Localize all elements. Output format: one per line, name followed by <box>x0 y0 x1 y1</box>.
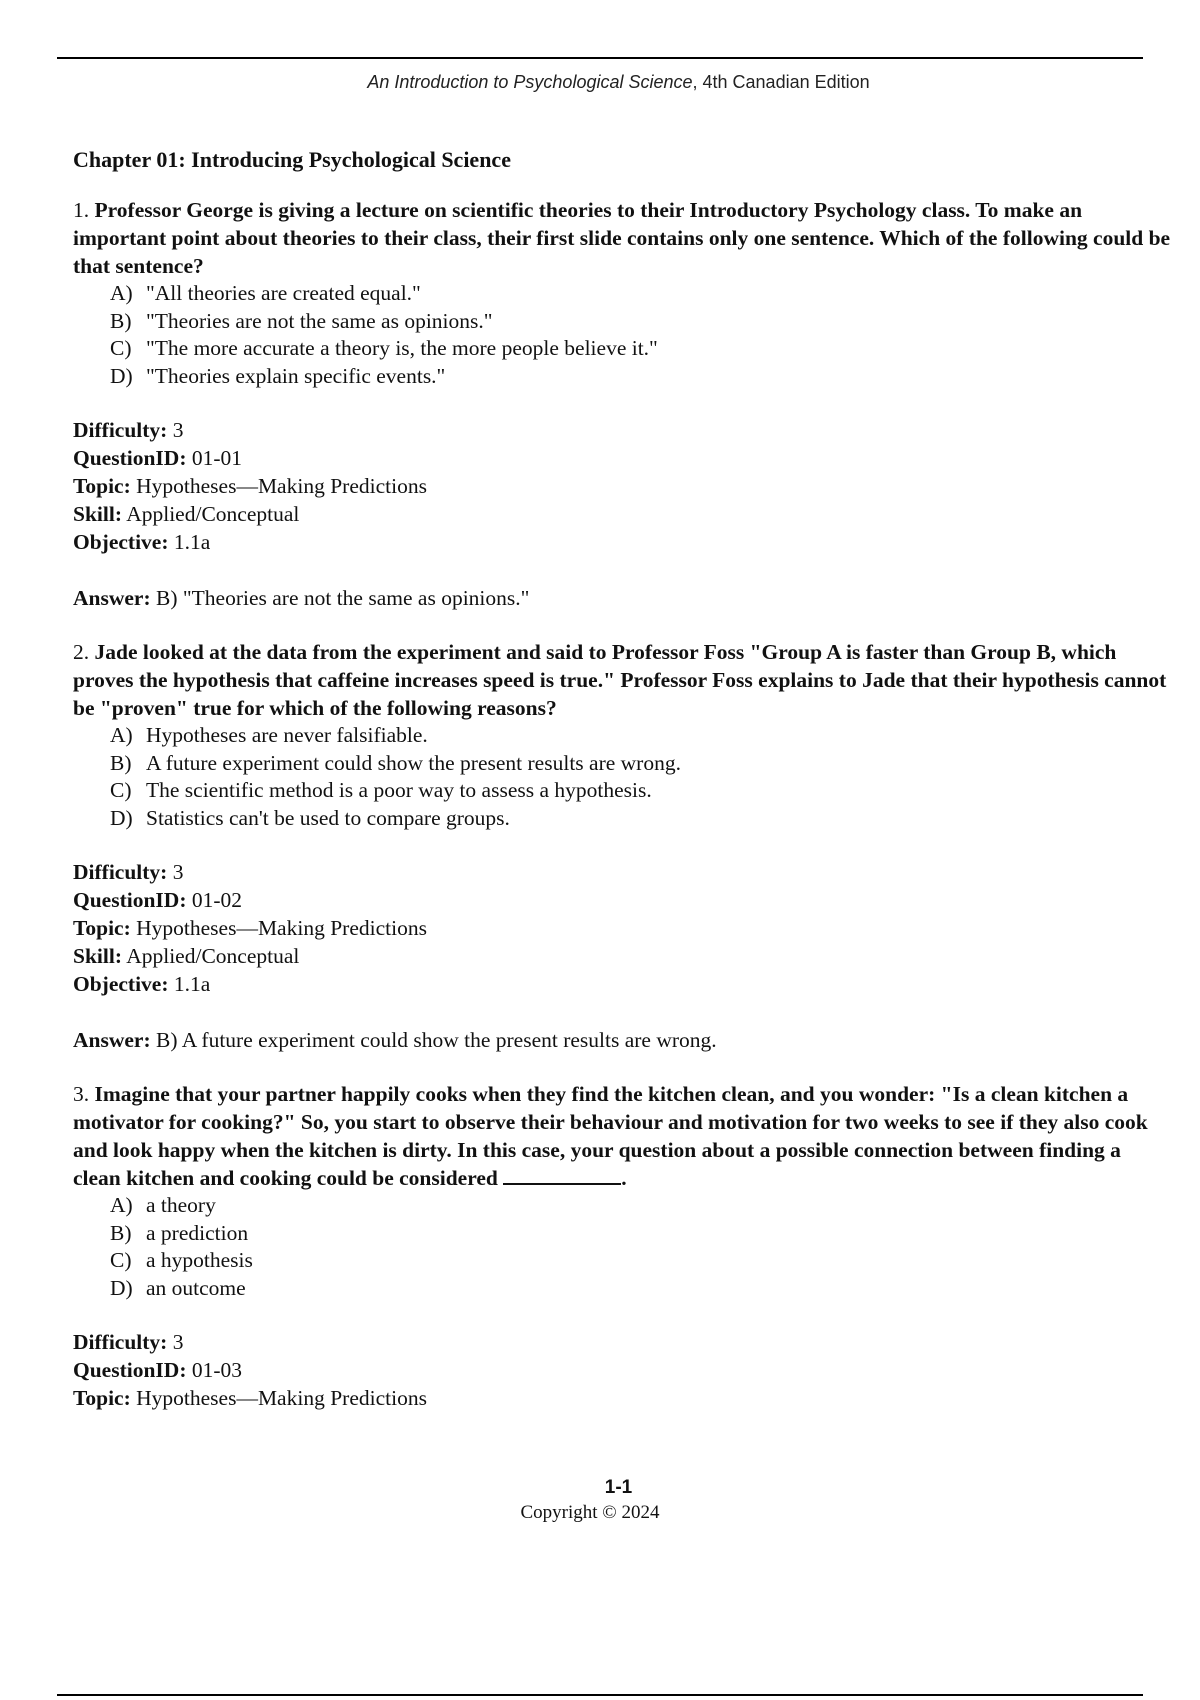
question-metadata <box>73 1328 1173 1412</box>
question-id-value: 01-01 <box>191 446 243 470</box>
difficulty-row <box>73 858 1173 886</box>
option-text: The scientific method is a poor way to assess a hypothesis. <box>146 778 652 802</box>
option-text: a hypothesis <box>146 1248 253 1272</box>
skill-value: Applied/Conceptual <box>126 944 300 968</box>
option-letter: D) <box>110 1275 133 1300</box>
objective-value: 1.1a <box>173 972 211 996</box>
option-text: "All theories are created equal." <box>146 281 421 305</box>
answer-value: B) "Theories are not the same as opinions." <box>156 586 530 610</box>
topic-row <box>73 472 1173 500</box>
answer-row <box>73 1026 1173 1054</box>
answer-options <box>110 722 1173 832</box>
objective-label: Objective: <box>73 972 169 996</box>
difficulty-value: 3 <box>172 1330 184 1354</box>
objective-row <box>73 970 1173 998</box>
option-text: Hypotheses are never falsifiable. <box>146 723 428 747</box>
skill-value: Applied/Conceptual <box>126 502 300 526</box>
question-number: 2. <box>73 640 90 664</box>
option-text: "Theories are not the same as opinions." <box>146 308 493 333</box>
option-text: "The more accurate a theory is, the more people believe it." <box>146 336 658 360</box>
question-stem <box>73 196 1173 280</box>
answer-label: Answer: <box>73 586 151 610</box>
option-letter: A) <box>110 1193 133 1217</box>
option-d <box>110 1275 1173 1303</box>
fill-in-blank <box>503 1165 621 1185</box>
difficulty-label: Difficulty: <box>73 1330 168 1354</box>
option-text: a prediction <box>146 1220 249 1245</box>
topic-label: Topic: <box>73 916 131 940</box>
difficulty-row <box>73 416 1173 444</box>
skill-label: Skill: <box>73 944 122 968</box>
option-d <box>110 363 1173 391</box>
question-text-end: . <box>621 1166 627 1190</box>
topic-label: Topic: <box>73 1386 131 1410</box>
option-letter: B) <box>110 1220 132 1245</box>
skill-label: Skill: <box>73 502 122 526</box>
difficulty-value: 3 <box>172 860 184 884</box>
option-c <box>110 335 1173 363</box>
topic-value: Hypotheses—Making Predictions <box>136 916 427 940</box>
option-letter: A) <box>110 723 133 747</box>
option-c <box>110 777 1173 805</box>
option-letter: C) <box>110 1248 132 1272</box>
option-letter: C) <box>110 336 132 360</box>
question-1 <box>73 196 1173 612</box>
topic-label: Topic: <box>73 474 131 498</box>
question-stem <box>73 638 1173 722</box>
topic-row <box>73 1384 1173 1412</box>
question-2 <box>73 638 1173 1054</box>
question-number: 3. <box>73 1082 90 1106</box>
option-c <box>110 1247 1173 1275</box>
copyright: Copyright © 2024 <box>520 1502 660 1523</box>
option-b <box>110 1220 1173 1248</box>
option-a <box>110 1192 1173 1220</box>
answer-row <box>73 584 1173 612</box>
question-id-label: QuestionID: <box>73 1358 187 1382</box>
objective-value: 1.1a <box>173 530 211 554</box>
option-letter: D) <box>110 805 133 830</box>
question-id-value: 01-02 <box>191 888 243 912</box>
option-text: "Theories explain specific events." <box>146 363 446 388</box>
difficulty-value: 3 <box>172 418 184 442</box>
answer-value: B) A future experiment could show the present results are wrong. <box>156 1028 717 1052</box>
difficulty-label: Difficulty: <box>73 418 168 442</box>
question-id-row <box>73 886 1173 914</box>
question-metadata <box>73 858 1173 998</box>
option-letter: B) <box>110 308 132 333</box>
option-text: a theory <box>146 1193 216 1217</box>
page-number: 1-1 <box>604 1477 633 1498</box>
page-content <box>73 146 1173 1440</box>
difficulty-label: Difficulty: <box>73 860 168 884</box>
page-footer <box>0 1476 1200 1526</box>
answer-options <box>110 1192 1173 1302</box>
question-3 <box>73 1080 1173 1412</box>
running-header <box>0 72 1200 93</box>
bottom-rule <box>57 1694 1143 1696</box>
question-text: Professor George is giving a lecture on scientific theories to their Introductory Psychology class. To make an important point about theories to their class, their first slide contains only one sentence. Which of the following could be that sentence? <box>73 198 1171 278</box>
option-letter: A) <box>110 281 133 305</box>
topic-value: Hypotheses—Making Predictions <box>136 1386 427 1410</box>
answer-options <box>110 280 1173 390</box>
topic-row <box>73 914 1173 942</box>
edition: , 4th Canadian Edition <box>692 72 870 92</box>
option-letter: B) <box>110 750 132 775</box>
option-b <box>110 308 1173 336</box>
skill-row <box>73 500 1173 528</box>
question-number: 1. <box>73 198 90 222</box>
question-id-value: 01-03 <box>191 1358 243 1382</box>
question-id-row <box>73 444 1173 472</box>
difficulty-row <box>73 1328 1173 1356</box>
option-a <box>110 280 1173 308</box>
objective-label: Objective: <box>73 530 169 554</box>
question-text: Jade looked at the data from the experiment and said to Professor Foss "Group A is faster than Group B, which proves the hypothesis that caffeine increases speed is true." Professor Foss explains to Jade that their hypothesis cannot be "proven" true for which of the following reasons? <box>73 640 1167 720</box>
objective-row <box>73 528 1173 556</box>
answer-label: Answer: <box>73 1028 151 1052</box>
option-letter: C) <box>110 778 132 802</box>
option-text: an outcome <box>146 1275 246 1300</box>
question-id-label: QuestionID: <box>73 446 187 470</box>
question-id-label: QuestionID: <box>73 888 187 912</box>
question-text: Imagine that your partner happily cooks when they find the kitchen clean, and you wonder: "Is a clean kitchen a motivator for cooking?" So, you start to observe their behaviour and motivation for two weeks to see if they also cook and look happy when the kitchen is dirty. In this case, your question about a possible connection between finding a clean kitchen and cooking could be considered <box>73 1082 1148 1190</box>
question-metadata <box>73 416 1173 556</box>
skill-row <box>73 942 1173 970</box>
book-title: An Introduction to Psychological Science <box>367 72 693 92</box>
question-id-row <box>73 1356 1173 1384</box>
option-b <box>110 750 1173 778</box>
option-letter: D) <box>110 363 133 388</box>
topic-value: Hypotheses—Making Predictions <box>136 474 427 498</box>
chapter-title: Chapter 01: Introducing Psychological Science <box>73 147 511 172</box>
option-a <box>110 722 1173 750</box>
question-stem <box>73 1080 1173 1192</box>
option-d <box>110 805 1173 833</box>
top-rule <box>57 57 1143 59</box>
option-text: Statistics can't be used to compare groups. <box>146 805 510 830</box>
option-text: A future experiment could show the present results are wrong. <box>146 750 681 775</box>
